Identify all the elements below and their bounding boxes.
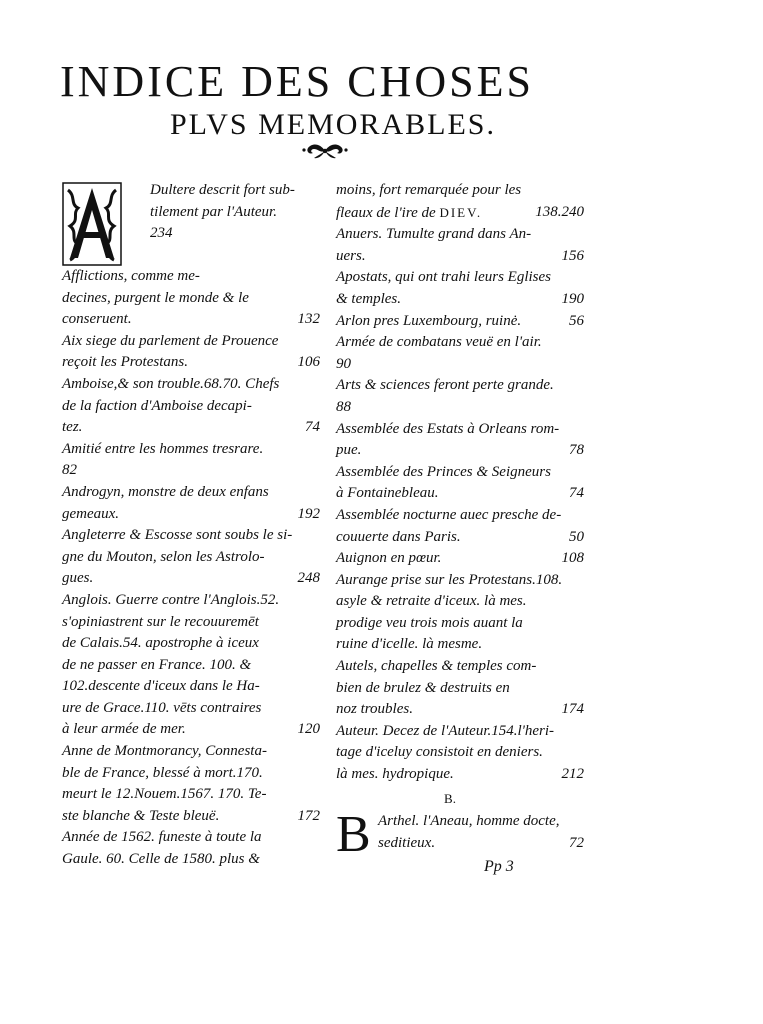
entry-line bbox=[336, 505, 584, 527]
entry-text: uers. bbox=[336, 247, 366, 264]
entry-text: Anne de Montmorancy, Connesta- bbox=[62, 743, 267, 760]
index-entry bbox=[336, 224, 584, 267]
entry-text: pue. bbox=[336, 442, 362, 459]
entry-line bbox=[62, 547, 320, 569]
section-initial-b: B bbox=[336, 806, 371, 864]
entry-line bbox=[62, 719, 320, 741]
entry-line bbox=[336, 548, 584, 570]
index-entry bbox=[62, 439, 320, 482]
entry-line bbox=[62, 439, 320, 461]
entry-line bbox=[336, 375, 584, 397]
entry-text: s'opiniastrent sur le recouuremēt bbox=[62, 613, 259, 630]
entry-line bbox=[62, 352, 320, 374]
entry-text: tilement par l'Auteur. bbox=[150, 203, 277, 220]
entry-text: ure de Grace.110. vēts contraires bbox=[62, 699, 262, 716]
entry-text: à leur armée de mer. bbox=[62, 721, 186, 738]
entry-text: Année de 1562. funeste à toute la bbox=[62, 829, 262, 846]
entry-text: de la faction d'Amboise decapi- bbox=[62, 397, 252, 414]
entry-text: Afflictions, comme me- bbox=[62, 268, 200, 284]
entry-text: fleaux de l'ire de bbox=[336, 204, 436, 221]
page-ref: 74 bbox=[305, 419, 320, 436]
entry-text: gemeaux. bbox=[62, 505, 120, 522]
page-ref: 212 bbox=[561, 766, 584, 783]
entry-text: Arthel. l'Aneau, homme docte, bbox=[378, 813, 560, 830]
entry-text: ruine d'icelle. là mesme. bbox=[336, 636, 483, 653]
entry-text: Aix siege du parlement de Prouence bbox=[62, 332, 279, 349]
entry-text: meurt le 12.Nouem.1567. 170. Te- bbox=[62, 786, 267, 803]
index-entry bbox=[336, 548, 584, 570]
index-entry bbox=[336, 462, 584, 505]
entry-line bbox=[62, 763, 320, 785]
page-ref: 72 bbox=[569, 834, 584, 851]
entry-line bbox=[62, 460, 320, 482]
entry-text: là mes. hydropique. bbox=[336, 766, 454, 783]
index-entry bbox=[336, 375, 584, 418]
index-entry bbox=[336, 505, 584, 548]
fleuron-ornament-icon bbox=[300, 140, 350, 162]
entry-line bbox=[336, 224, 584, 246]
entry-text: asyle & retraite d'iceux. là mes. bbox=[336, 593, 527, 610]
entry-line bbox=[378, 833, 584, 855]
page-ref: 174 bbox=[561, 701, 584, 718]
index-entry bbox=[62, 590, 320, 741]
entry-text: Armée de combatans veuë en l'air. bbox=[336, 334, 542, 351]
signature-mark: Pp 3 bbox=[484, 858, 514, 875]
entry-line bbox=[62, 655, 320, 677]
entry-text: ste blanche & Teste bleuë. bbox=[62, 807, 220, 824]
entry-line bbox=[336, 289, 584, 311]
entry-text: tage d'iceluy consistoit en deniers. bbox=[336, 744, 543, 761]
entry-line bbox=[62, 504, 320, 526]
index-entry bbox=[62, 331, 320, 374]
index-entry bbox=[336, 806, 584, 864]
entry-text: Arlon pres Luxembourg, ruinė. bbox=[336, 312, 522, 329]
entry-line bbox=[336, 311, 584, 333]
entry-text: de ne passer en France. 100. & bbox=[62, 656, 252, 673]
page-ref: 190 bbox=[561, 290, 584, 307]
entry-line bbox=[62, 698, 320, 720]
entry-text: decines, purgent le monde & le bbox=[62, 289, 249, 306]
entry-line bbox=[150, 180, 320, 202]
entry-line bbox=[62, 784, 320, 806]
entry-text: conseruent. bbox=[62, 311, 132, 328]
entry-text: Androgyn, monstre de deux enfans bbox=[62, 483, 269, 500]
page-ref: 156 bbox=[561, 247, 584, 264]
page-ref: 172 bbox=[297, 807, 320, 824]
entry-text: Angleterre & Escosse sont soubs le si- bbox=[62, 527, 293, 544]
index-entry bbox=[62, 827, 320, 870]
page-ref: 106 bbox=[297, 354, 320, 371]
entry-line bbox=[336, 202, 584, 225]
index-entry bbox=[336, 180, 584, 224]
page-ref: 138.240 bbox=[535, 203, 584, 220]
entry-text: Assemblée nocturne auec presche de- bbox=[336, 506, 562, 523]
index-entry bbox=[336, 721, 584, 786]
entry-line bbox=[336, 764, 584, 786]
entry-text: de Calais.54. apostrophe à iceux bbox=[62, 635, 259, 652]
entry-line bbox=[336, 483, 584, 505]
entry-line bbox=[336, 742, 584, 764]
index-column-right bbox=[336, 180, 584, 864]
entry-text: seditieux. bbox=[378, 834, 436, 851]
entry-line bbox=[336, 570, 584, 592]
entry-text: Auteur. Decez de l'Auteur.154.l'heri- bbox=[336, 722, 555, 739]
entry-line bbox=[336, 332, 584, 354]
entry-text: Auignon en pœur. bbox=[336, 550, 442, 567]
entry-line bbox=[336, 634, 584, 656]
entry-line bbox=[62, 288, 320, 310]
page-ref: 120 bbox=[297, 721, 320, 738]
page-title-line1: INDICE DES CHOSES bbox=[60, 57, 534, 106]
entry-line bbox=[150, 223, 320, 245]
entry-line bbox=[336, 462, 584, 484]
entry-text: Amitié entre les hommes tresrare. bbox=[62, 440, 264, 457]
page-ref: 108 bbox=[561, 550, 584, 567]
entry-line bbox=[62, 633, 320, 655]
index-entry bbox=[336, 419, 584, 462]
index-entry bbox=[62, 266, 320, 331]
entry-line bbox=[62, 806, 320, 828]
entry-text: 88 bbox=[336, 398, 351, 415]
entry-text: Anuers. Tumulte grand dans An- bbox=[336, 226, 532, 243]
index-entry bbox=[62, 180, 320, 266]
entry-line bbox=[62, 482, 320, 504]
entry-text: Autels, chapelles & temples com- bbox=[336, 658, 537, 675]
entry-text: Apostats, qui ont trahi leurs Eglises bbox=[336, 269, 552, 286]
entry-text: reçoit les Protestans. bbox=[62, 354, 188, 371]
index-entry bbox=[62, 741, 320, 827]
entry-line bbox=[336, 591, 584, 613]
entry-line bbox=[150, 202, 320, 224]
page-title-line2: PLVS MEMORABLES. bbox=[170, 108, 496, 141]
entry-line bbox=[336, 678, 584, 700]
entry-text: tez. bbox=[62, 419, 83, 436]
entry-line bbox=[62, 741, 320, 763]
entry-line bbox=[336, 354, 584, 376]
entry-line bbox=[62, 849, 320, 871]
entry-line bbox=[62, 590, 320, 612]
entry-text: Gaule. 60. Celle de 1580. plus & bbox=[62, 851, 260, 868]
entry-text: gne du Mouton, selon les Astrolo- bbox=[62, 548, 265, 565]
entry-text: gues. bbox=[62, 570, 94, 587]
entry-text: & temples. bbox=[336, 290, 401, 307]
entry-line bbox=[336, 267, 584, 289]
entry-line bbox=[62, 525, 320, 547]
entry-line bbox=[62, 568, 320, 590]
entry-text: couuerte dans Paris. bbox=[336, 528, 461, 545]
entry-line bbox=[62, 612, 320, 634]
entry-line bbox=[336, 656, 584, 678]
entry-text: prodige veu trois mois auant la bbox=[336, 614, 523, 631]
entry-text: 90 bbox=[336, 355, 351, 372]
entry-line bbox=[62, 417, 320, 439]
section-heading-b: B. bbox=[444, 790, 456, 806]
page-ref: 74 bbox=[569, 485, 584, 502]
index-entry bbox=[336, 656, 584, 721]
entry-text: Assemblée des Estats à Orleans rom- bbox=[336, 420, 560, 437]
page-ref: 192 bbox=[297, 505, 320, 522]
entry-line bbox=[62, 827, 320, 849]
entry-line bbox=[378, 811, 584, 833]
index-entry bbox=[336, 311, 584, 333]
entry-line bbox=[336, 527, 584, 549]
entry-text: Amboise,& son trouble.68.70. Chefs bbox=[62, 375, 280, 392]
entry-text: moins, fort remarquée pour les bbox=[336, 182, 522, 198]
entry-line bbox=[62, 266, 320, 288]
entry-text: à Fontainebleau. bbox=[336, 485, 439, 502]
page-ref: 50 bbox=[569, 528, 584, 545]
entry-line bbox=[62, 676, 320, 698]
page-ref: 248 bbox=[297, 570, 320, 587]
index-entry bbox=[62, 482, 320, 525]
entry-text: noz troubles. bbox=[336, 701, 413, 718]
page-ref: 132 bbox=[297, 311, 320, 328]
index-column-left bbox=[62, 180, 320, 871]
dropcap-a-icon bbox=[62, 182, 122, 266]
entry-text: Dultere descrit fort sub- bbox=[150, 182, 295, 198]
entry-text: 82 bbox=[62, 462, 77, 479]
index-entry bbox=[62, 374, 320, 439]
entry-line bbox=[336, 721, 584, 743]
entry-text: ble de France, blessé à mort.170. bbox=[62, 764, 263, 781]
entry-text: Assemblée des Princes & Seigneurs bbox=[336, 463, 551, 480]
entry-text: 234 bbox=[150, 225, 173, 242]
entry-line bbox=[336, 246, 584, 268]
entry-line bbox=[336, 180, 584, 202]
index-entry bbox=[62, 525, 320, 590]
entry-line bbox=[62, 331, 320, 353]
entry-text: Aurange prise sur les Protestans.108. bbox=[336, 571, 563, 588]
entry-line bbox=[62, 374, 320, 396]
entry-text: Anglois. Guerre contre l'Anglois.52. bbox=[62, 591, 280, 608]
entry-line bbox=[336, 397, 584, 419]
entry-highlight: DIEV. bbox=[439, 204, 483, 220]
entry-line bbox=[336, 419, 584, 441]
index-entry bbox=[336, 267, 584, 310]
entry-text: Arts & sciences feront perte grande. bbox=[336, 377, 554, 394]
index-entry bbox=[336, 570, 584, 656]
entry-text: bien de brulez & destruits en bbox=[336, 679, 510, 696]
page-ref: 78 bbox=[569, 442, 584, 459]
page-ref: 56 bbox=[569, 312, 584, 329]
index-entry bbox=[336, 332, 584, 375]
entry-line bbox=[336, 699, 584, 721]
entry-text-group bbox=[336, 202, 483, 225]
entry-line bbox=[336, 613, 584, 635]
entry-text: 102.descente d'iceux dans le Ha- bbox=[62, 678, 260, 695]
entry-line bbox=[336, 440, 584, 462]
entry-line bbox=[62, 309, 320, 331]
entry-line bbox=[62, 396, 320, 418]
